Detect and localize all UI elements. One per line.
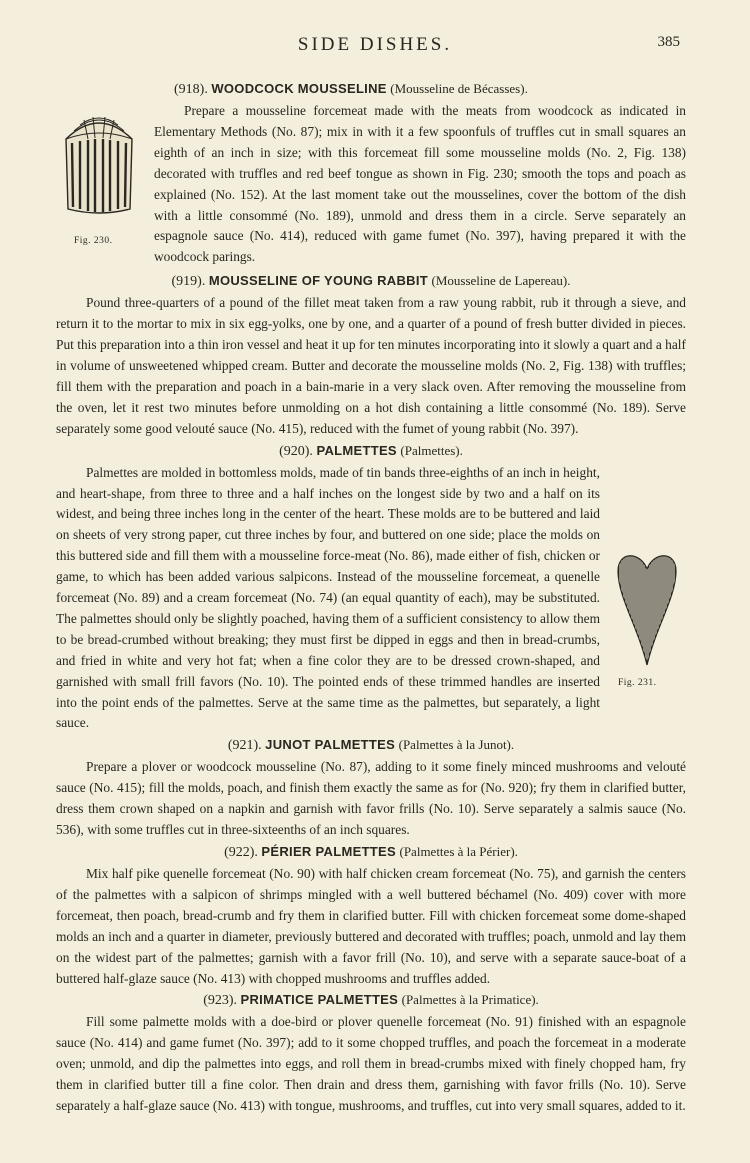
- section-heading-921: [56, 734, 686, 757]
- section-french-title: (Palmettes à la Périer).: [399, 844, 518, 859]
- figure-230: [56, 109, 148, 255]
- mousseline-mold-illustration: [60, 109, 138, 219]
- section-title: PALMETTES: [316, 442, 397, 458]
- running-head: [0, 34, 750, 58]
- page-number: 385: [657, 34, 680, 50]
- running-title: SIDE DISHES.: [297, 34, 453, 55]
- section-title: WOODCOCK MOUSSELINE: [211, 81, 387, 96]
- section-text: Prepare a plover or woodcock mousseline (No. 87), adding to it some finely minced mushrooms and velouté sauce (No. 415); fill the molds, poach, and finish them exactly the same as for (No. 920); fry them in clarified butter, dress them crown shaped on a napkin and garnish with favor frills (No. 10). Serve separately a salmis sauce (No. 536), with some truffles cut in three-sixteenths of an inch squares.: [56, 759, 686, 838]
- section-heading-919: [56, 270, 686, 293]
- section-number: (918).: [174, 82, 208, 97]
- section-french-title: (Mousseline de Bécasses).: [390, 81, 528, 96]
- section-french-title: (Palmettes à la Primatice).: [401, 992, 539, 1008]
- section-number: (919).: [171, 274, 206, 290]
- section-text: Prepare a mousseline forcemeat made with the meats from woodcock as indicated in Elementary Methods (No. 87); mix in with it a few spoonfuls of truffles cut in small squares an eighth of an inch in size; with this forcemeat fill some mousseline molds (No. 2, Fig. 138) decorated with truffles and red beef tongue as shown in Fig. 230; smooth the tops and poach as explained (No. 152). At the last moment take out the mousselines, cover the bottom of the dish with a little consommé (No. 189), unmold and dress them in a circle. Serve separately an espagnole sauce (No. 414), reduced with game fumet (No. 397), having prepared it with the woodcock parings.: [154, 103, 686, 265]
- section-heading-923: [56, 989, 686, 1012]
- section-number: (920).: [279, 443, 313, 459]
- page-content: [56, 78, 686, 1117]
- section-text: Pound three-quarters of a pound of the fillet meat taken from a raw young rabbit, rub it through a sieve, and return it to the mortar to mix in six egg-yolks, one by one, and a quarter of a pound of fresh butter divided in pieces. Put this preparation into a thin iron vessel and heat it up for ten minutes incorporating into it slowly a quart and a half in volume of unsweetened whipped cream. Butter and decorate the mousseline molds (No. 2, Fig. 138) with truffles; fill them with the preparation and poach in a bain-marie in a very slack oven. After removing the mousseline from the oven, let it rest two minutes before unmolding on a hot dish containing a little consommé (No. 189). Serve separately some good velouté sauce (No. 415), reduced with the fumet of young rabbit (No. 397).: [56, 295, 686, 436]
- section-heading-920: [56, 440, 686, 463]
- section-title: JUNOT PALMETTES: [265, 737, 396, 753]
- section-text: Mix half pike quenelle forcemeat (No. 90) with half chicken cream forcemeat (No. 75), and garnish the centers of the palmettes with a salpicon of shrimps mingled with a well buttered béchamel (No. 409) cover with more forcemeat, then poach, bread-crumb and fry them in clarified butter. Fill with chicken forcemeat some dome-shaped molds an inch and a quarter in diameter, previously buttered and decorated with truffles; poach, unmold and lay them on the widest part of the palmettes; garnish with a favor frill (No. 10), and serve with a separate sauce-boat of a buttered half-glaze sauce (No. 413) with chopped mushrooms and truffles added.: [56, 866, 686, 986]
- section-title: MOUSSELINE OF YOUNG RABBIT: [208, 273, 429, 289]
- figure-caption: Fig. 231.: [618, 677, 657, 688]
- section-title: PRIMATICE PALMETTES: [240, 992, 399, 1008]
- section-text: Palmettes are molded in bottomless molds, made of tin bands three-eighths of an inch in height, and heart-shape, from three to three and a half inches on the longest side by two and a half on its widest, and being three inches long in the center of the heart. These molds are to be buttered and laid on sheets of very strong paper, cut three inches by four, and buttered on one side; place the molds on this buttered side and fill them with a mousseline force-meat (No. 86), made either of fish, chicken or game, to which has been added various salpicons. Instead of the mousseline forcemeat, a quenelle forcemeat (No. 89) and a cream forcemeat (No. 74) (an equal quantity of each), may be substituted. The palmettes should only be slightly poached, having them of a sufficient consistency to allow them to be bread-crumbed without breaking; they must first be dipped in eggs and then in bread-crumbs, and fried in white and very hot fat; when a fine color they are to be dressed crown-shaped, and garnished with small frill favors (No. 10). The pointed ends of these trimmed handles are inserted into the point ends of the palmettes. Serve at the same time as the palmettes, but separately, a light sauce.: [56, 464, 600, 731]
- section-french-title: (Palmettes à la Junot).: [398, 737, 515, 753]
- section-heading-922: [56, 841, 686, 864]
- section-heading-918: [56, 78, 686, 101]
- section-french-title: (Palmettes).: [400, 442, 463, 458]
- figure-231: [610, 549, 686, 694]
- heart-palmette-illustration: [616, 549, 678, 667]
- section-french-title: (Mousseline de Lapereau).: [431, 273, 571, 289]
- section-number: (923).: [203, 993, 238, 1009]
- section-text: Fill some palmette molds with a doe-bird or plover quenelle forcemeat (No. 91) finished with an espagnole sauce (No. 414) and game fumet (No. 397); add to it some chopped truffles, and poach the forcemeat in a moderate oven; unmold, and dip the palmettes into eggs, and roll them in bread-crumbs mixed with finely chopped ham, fry them in clarified butter till a fine color. Then drain and dress them, garnishing with favor frills (No. 10). Serve separately a half-glaze sauce (No. 413) with tongue, mushrooms, and truffles, cut into very small squares, added to it.: [56, 1014, 686, 1114]
- figure-caption: Fig. 230.: [74, 236, 113, 246]
- section-number: (922).: [224, 845, 258, 860]
- section-number: (921).: [227, 738, 262, 754]
- section-title: PÉRIER PALMETTES: [261, 844, 396, 859]
